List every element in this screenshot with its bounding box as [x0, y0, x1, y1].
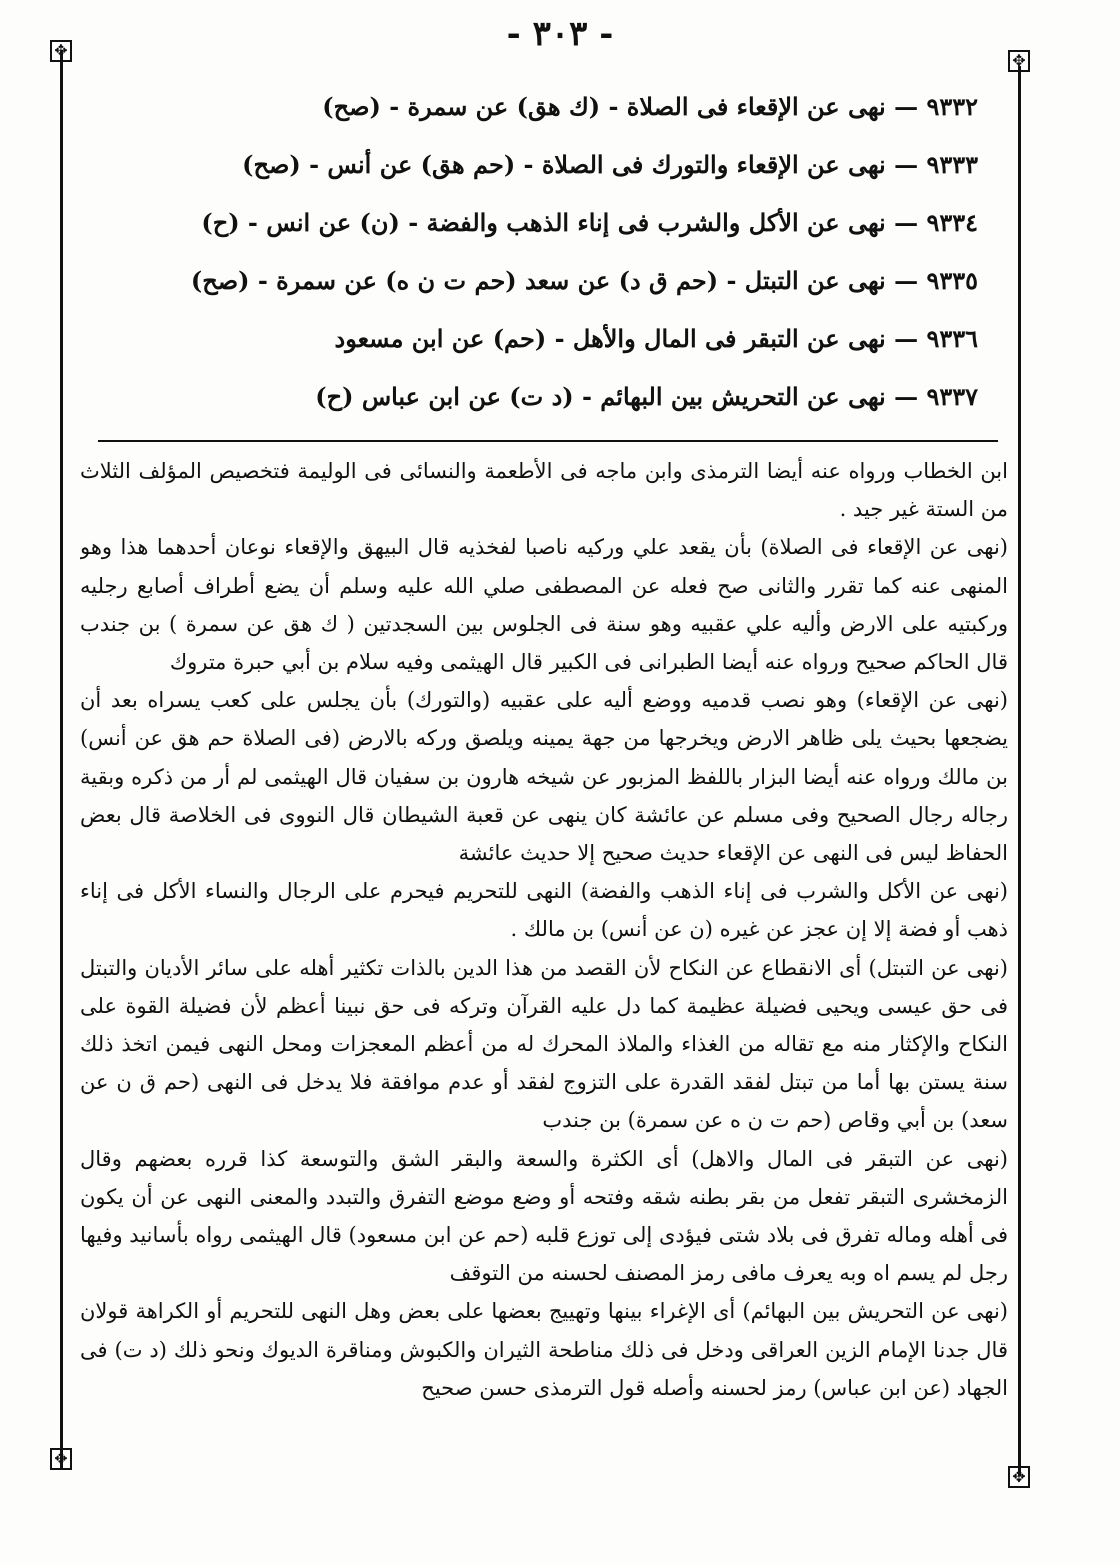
hadith-entry	[230, 368, 978, 426]
hadith-entries	[190, 78, 978, 426]
entry-number: ٩٣٣٧	[926, 382, 978, 411]
entry-text: — نهى عن الإقعاء والتورك فى الصلاة - (حم هق) عن أنس - (صح)	[242, 150, 919, 179]
commentary-paragraph: ابن الخطاب ورواه عنه أيضا الترمذى وابن ماجه فى الأطعمة والنسائى فى الوليمة فتخصيص المؤلف الثلاث من الستة غير جيد .	[80, 459, 1008, 522]
entry-number: ٩٣٣٥	[926, 266, 978, 295]
commentary-section	[80, 452, 1008, 1462]
hadith-entry	[201, 194, 978, 252]
entry-number: ٩٣٣٦	[926, 324, 978, 353]
commentary-paragraph: (نهى عن الإقعاء فى الصلاة) بأن يقعد علي وركيه ناصبا لفخذيه قال البيهق والإقعاء نوعان أحدهما هذا وهو المنهى عنه كما تقرر والثانى صح فعله عن المصطفى صلي الله عليه وسلم أن يضع أطراف أصابع رجليه وركبتيه على الارض وأليه علي عقبيه وهو سنة فى الجلوس بين السجدتين ( ك هق عن سمرة ) بن جندب قال الحاكم صحيح ورواه عنه أيضا الطبرانى فى الكبير قال الهيثمى وفيه سلام بن أبي حبرة متروك	[80, 535, 1008, 675]
entry-text: — نهى عن الإقعاء فى الصلاة - (ك هق) عن سمرة - (صح)	[322, 92, 919, 121]
hadith-entry	[190, 252, 978, 310]
commentary-paragraph: (نهى عن التحريش بين البهائم) أى الإغراء بينها وتهييج بعضها على بعض وهل النهى للتحريم أو الكراهة قولان قال جدنا الإمام الزين العراقى ودخل فى ذلك مناطحة الثيران والكبوش ومناقرة الديوك ونحو ذلك (د ت) فى الجهاد (عن ابن عباس) رمز لحسنه وأصله قول الترمذى حسن صحيح	[80, 1299, 1008, 1400]
commentary-paragraph: (نهى عن الأكل والشرب فى إناء الذهب والفضة) النهى للتحريم فيحرم على الرجال والنساء الأكل فى إناء ذهب أو فضة إلا إن عجز عن غيره (ن عن أنس) بن مالك .	[80, 879, 1008, 942]
commentary-paragraph: (نهى عن التبتل) أى الانقطاع عن النكاح لأن القصد من هذا الدين بالذات تكثير أهله على سائر الأديان والتبتل فى حق عيسى ويحيى فضيلة عظيمة كما دل عليه القرآن وتركه فى حق نبينا أعظم لأن فضيلة القوة على النكاح والإكثار منه مع تقاله من الغذاء والملاذ المحرك له من أعظم المعجزات ومحل النهى فيمن اتخذ ذلك سنة يستن بها أما من تبتل لفقد القدرة على التزوج لفقد أو عدم موافقة فلا يدخل فى النهى (حم ق ن عن سعد) بن أبي وقاص (حم ت ن ه عن سمرة) بن جندب	[80, 955, 1008, 1133]
entry-text: — نهى عن التبقر فى المال والأهل - (حم) عن ابن مسعود	[334, 324, 919, 353]
commentary-paragraph: (نهى عن التبقر فى المال والاهل) أى الكثرة والسعة والبقر الشق والتوسعة كذا قرره بعضهم وقال الزمخشرى التبقر تفعل من بقر بطنه شقه وفتحه أو وضع موضع التفرق والتبدد والمعنى النهى عن أن يكون فى أهله وماله تفرق فى بلاد شتى فيؤدى إلى توزع قلبه (حم عن ابن مسعود) قال الهيثمى رواه بأسانيد وفيها رجل لم يسم اه وبه يعرف مافى رمز المصنف لحسنه من التوقف	[80, 1146, 1008, 1286]
entry-number: ٩٣٣٢	[926, 92, 978, 121]
section-divider	[98, 440, 998, 442]
entry-text: — نهى عن التحريش بين البهائم - (د ت) عن ابن عباس (ح)	[315, 382, 919, 411]
entry-text: — نهى عن الأكل والشرب فى إناء الذهب والفضة - (ن) عن انس - (ح)	[201, 208, 919, 237]
entry-number: ٩٣٣٤	[926, 208, 978, 237]
frame-border-left	[60, 50, 63, 1468]
commentary-paragraph: (نهى عن الإقعاء) وهو نصب قدميه ووضع أليه على عقبيه (والتورك) بأن يجلس على كعب يسراه بعد أن يضجعها بحيث يلى ظاهر الارض ويخرجها من جهة يمينه ويلصق وركه بالارض (فى الصلاة حم هق عن أنس) بن مالك ورواه عنه أيضا البزار باللفظ المزبور عن شيخه هارون بن سفيان قال الهيثمى لم أر من ذكره وبقية رجاله رجال الصحيح وفى مسلم عن عائشة كان ينهى عن قعبة الشيطان قال النووى فى الخلاصة قال بعض الحفاظ ليس فى النهى عن الإقعاء حديث صحيح إلا حديث عائشة	[80, 688, 1008, 866]
page-number: - ٣٠٣ -	[506, 14, 614, 54]
frame-border-right	[1018, 66, 1021, 1476]
entry-text: — نهى عن التبتل - (حم ق د) عن سعد (حم ت ن ه) عن سمرة - (صح)	[190, 266, 919, 295]
entry-number: ٩٣٣٣	[926, 150, 978, 179]
hadith-entry	[230, 310, 978, 368]
hadith-entry	[230, 78, 978, 136]
hadith-entry	[230, 136, 978, 194]
